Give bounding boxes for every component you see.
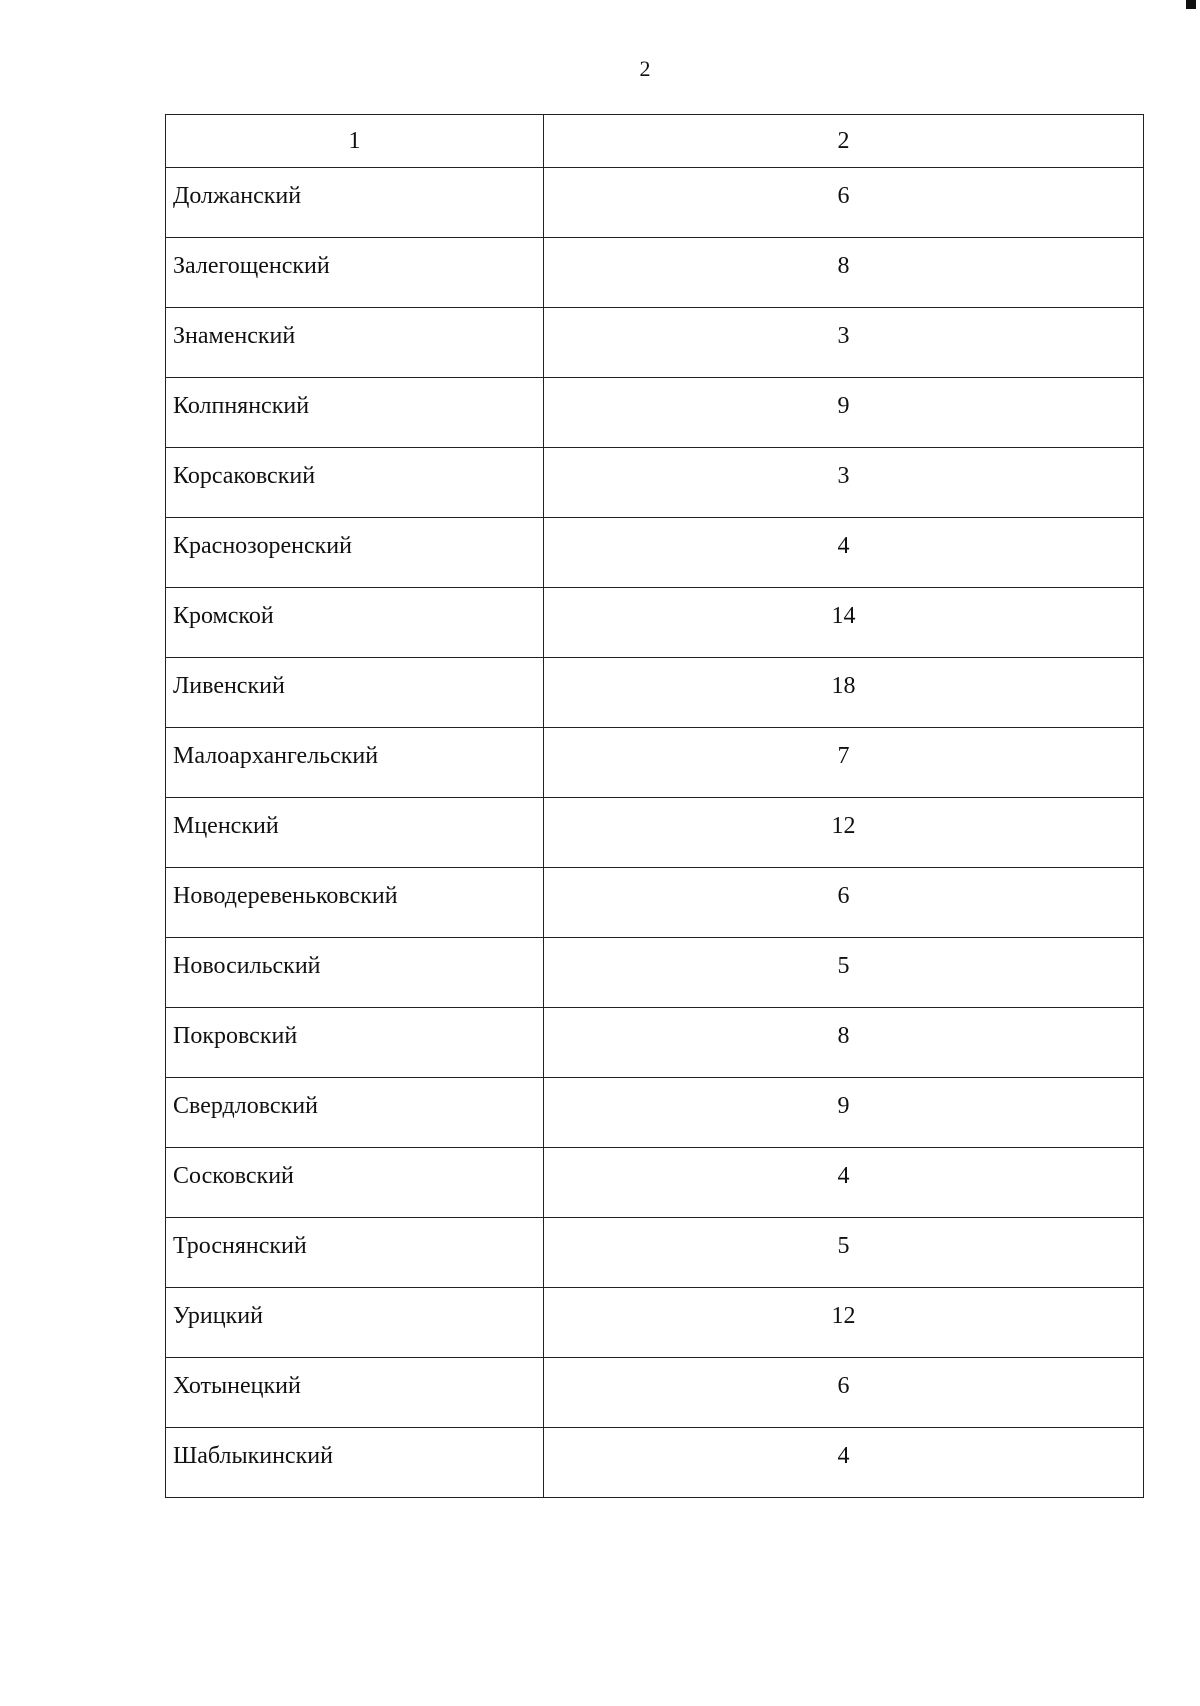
table-row <box>166 728 1144 798</box>
district-count-cell: 12 <box>544 1288 1144 1358</box>
district-count-cell: 4 <box>544 518 1144 588</box>
district-count-cell: 3 <box>544 448 1144 518</box>
district-count-cell: 5 <box>544 938 1144 1008</box>
district-count-cell: 7 <box>544 728 1144 798</box>
district-count-cell: 12 <box>544 798 1144 868</box>
table-body <box>166 115 1144 1498</box>
district-count-cell: 6 <box>544 868 1144 938</box>
district-name-cell: Мценский <box>166 798 544 868</box>
district-name-cell: Сосковский <box>166 1148 544 1218</box>
table-row <box>166 1148 1144 1218</box>
district-count-cell: 18 <box>544 658 1144 728</box>
table-row <box>166 588 1144 658</box>
district-count-cell: 8 <box>544 1008 1144 1078</box>
table-row <box>166 938 1144 1008</box>
table-row <box>166 1218 1144 1288</box>
district-count-cell: 5 <box>544 1218 1144 1288</box>
district-name-cell: Краснозоренский <box>166 518 544 588</box>
table-row <box>166 1358 1144 1428</box>
table-row <box>166 1008 1144 1078</box>
district-name-cell: Залегощенский <box>166 238 544 308</box>
scan-edge-mark <box>1186 0 1196 9</box>
district-name-cell: Хотынецкий <box>166 1358 544 1428</box>
table-row <box>166 448 1144 518</box>
district-name-cell: Кромской <box>166 588 544 658</box>
page-number: 2 <box>639 56 651 81</box>
table-row <box>166 1428 1144 1498</box>
table-row <box>166 308 1144 378</box>
district-name-cell: Троснянский <box>166 1218 544 1288</box>
table-row <box>166 798 1144 868</box>
district-count-cell: 4 <box>544 1428 1144 1498</box>
table-row <box>166 1288 1144 1358</box>
district-count-cell: 9 <box>544 1078 1144 1148</box>
district-name-cell: Ливенский <box>166 658 544 728</box>
header-cell-1: 1 <box>166 115 544 168</box>
district-count-cell: 8 <box>544 238 1144 308</box>
district-name-cell: Покровский <box>166 1008 544 1078</box>
district-count-cell: 3 <box>544 308 1144 378</box>
district-name-cell: Знаменский <box>166 308 544 378</box>
district-name-cell: Шаблыкинский <box>166 1428 544 1498</box>
table-row <box>166 1078 1144 1148</box>
table-row <box>166 518 1144 588</box>
district-name-cell: Новодеревеньковский <box>166 868 544 938</box>
table-row <box>166 168 1144 238</box>
table-row <box>166 238 1144 308</box>
district-name-cell: Малоархангельский <box>166 728 544 798</box>
district-count-cell: 6 <box>544 1358 1144 1428</box>
districts-table <box>165 114 1144 1498</box>
district-count-cell: 6 <box>544 168 1144 238</box>
table-row <box>166 868 1144 938</box>
district-name-cell: Урицкий <box>166 1288 544 1358</box>
table-header-row <box>166 115 1144 168</box>
district-name-cell: Должанский <box>166 168 544 238</box>
table-row <box>166 378 1144 448</box>
table-row <box>166 658 1144 728</box>
district-name-cell: Свердловский <box>166 1078 544 1148</box>
district-name-cell: Корсаковский <box>166 448 544 518</box>
header-cell-2: 2 <box>544 115 1144 168</box>
district-name-cell: Новосильский <box>166 938 544 1008</box>
district-name-cell: Колпнянский <box>166 378 544 448</box>
district-count-cell: 9 <box>544 378 1144 448</box>
district-count-cell: 14 <box>544 588 1144 658</box>
district-count-cell: 4 <box>544 1148 1144 1218</box>
